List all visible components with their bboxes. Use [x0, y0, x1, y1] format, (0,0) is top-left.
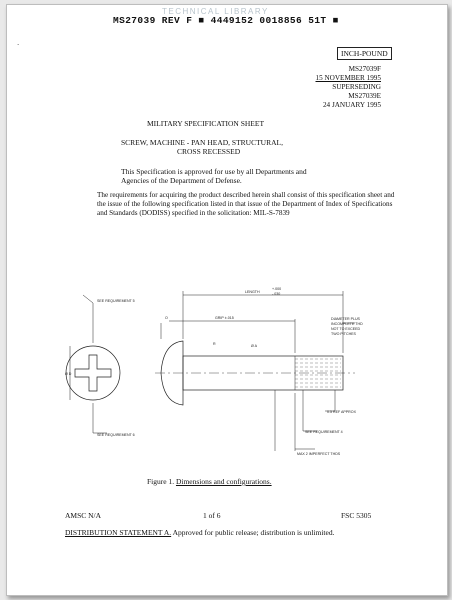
length-tolerance-minus: -.030 [272, 292, 281, 296]
margin-mark: ˋ [17, 43, 20, 51]
imperfect-threads-label: MAX 2 IMPERFECT THDS [297, 452, 341, 456]
r-label: R [213, 342, 216, 346]
d-dimension-label: Ø D [65, 372, 72, 376]
see-requirement-4-label: SEE REQUIREMENT 4 [305, 430, 343, 434]
cross-recess-icon [75, 355, 111, 391]
document-page [6, 4, 448, 596]
subject-line-2: CROSS RECESSED [177, 147, 241, 156]
amsc-label: AMSC N/A [65, 511, 102, 520]
see-requirement-5-label: SEE REQUIREMENT 5 [97, 299, 135, 303]
a-dimension-label: Ø A [251, 344, 257, 348]
approval-line-1: This Specification is approved for use by all Departments and [121, 167, 307, 176]
screw-drawing [65, 283, 385, 473]
diameter-note-4: TWO PITCHES [331, 332, 356, 336]
page-number: 1 of 6 [203, 511, 221, 520]
ref-approx-label: 0.5 REF APPROX [327, 410, 356, 414]
figure-caption-text: Dimensions and configurations. [175, 477, 272, 486]
previous-spec-date: 24 JANUARY 1995 [322, 101, 381, 109]
subject-line-1: SCREW, MACHINE - PAN HEAD, STRUCTURAL, [121, 138, 283, 147]
distribution-statement [65, 528, 334, 537]
screw-head-end-view [66, 346, 120, 400]
previous-spec-number: MS27039E [348, 92, 381, 100]
approval-line-2: Agencies of the Department of Defense. [121, 176, 242, 185]
spec-date: 15 NOVEMBER 1995 [315, 74, 381, 82]
distribution-text: Approved for public release; distribution is unlimited. [172, 528, 335, 537]
distribution-label: DISTRIBUTION STATEMENT A. [65, 528, 172, 537]
figure-number: Figure 1. [147, 477, 175, 486]
document-code-header: MS27039 REV F ■ 4449152 0018856 51T ■ [113, 15, 339, 26]
standard-badge: INCH-POUND [337, 47, 392, 60]
requirements-paragraph: The requirements for acquiring the product described herein shall consist of this specification sheet and the issue of the following specification listed in that issue of the Department of Index of Specifications and Standards (DODISS) specified in the solicitation: MIL-S-7839 [97, 191, 395, 218]
spec-number: MS27039F [348, 65, 381, 73]
figure-caption [147, 477, 272, 486]
diameter-note-2: INCOMPLETE THD [331, 322, 363, 326]
fsc-code: FSC 5305 [341, 511, 372, 520]
h-label: O [165, 316, 168, 320]
watermark: TECHNICAL LIBRARY [162, 7, 269, 16]
diameter-note-3: NOT TO EXCEED [331, 327, 361, 331]
see-requirement-6-label: SEE REQUIREMENT 6 [97, 433, 135, 437]
diameter-note-1: DIAMETER PLUS [331, 317, 360, 321]
grip-label: GRIP ±.015 [215, 316, 234, 320]
length-label: LENGTH [245, 290, 260, 294]
superseding-label: SUPERSEDING [332, 83, 381, 91]
length-tolerance-plus: +.000 [272, 287, 282, 291]
sheet-title: MILITARY SPECIFICATION SHEET [147, 119, 265, 128]
